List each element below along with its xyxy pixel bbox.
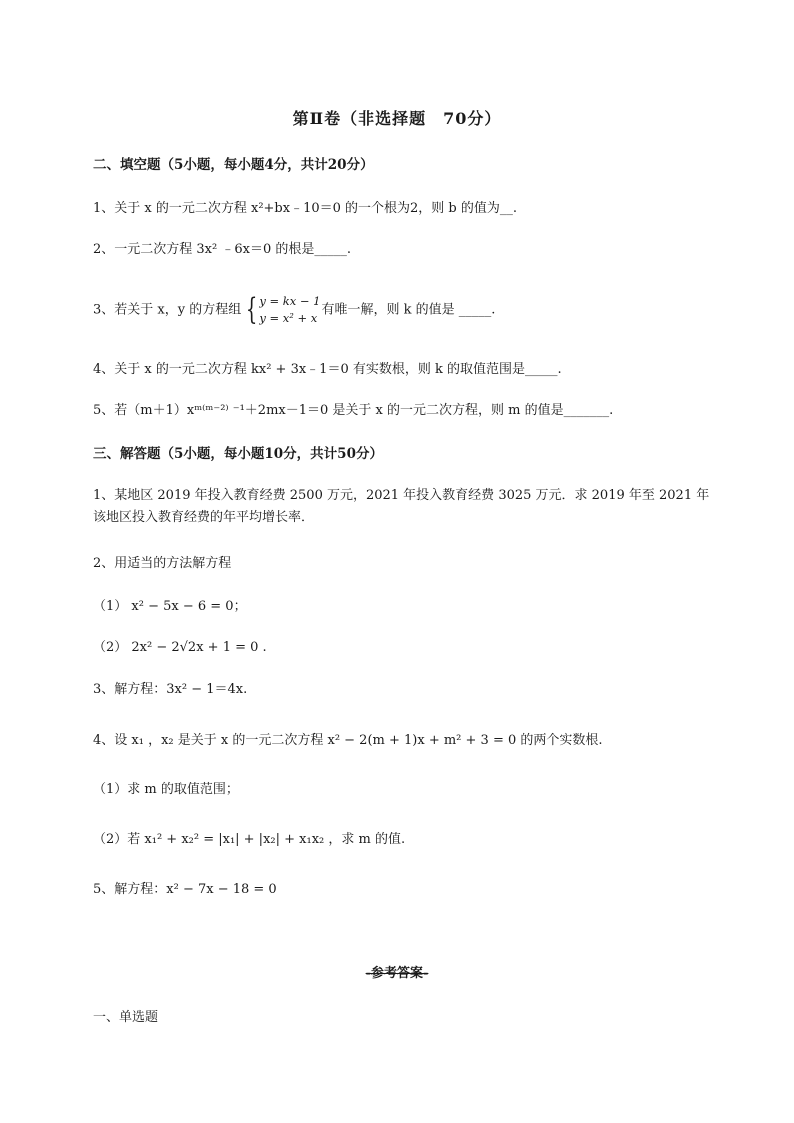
solve-question-1-line-2: 该地区投入教育经费的年平均增长率． xyxy=(93,510,315,525)
answer-section-1: 一、单选题 xyxy=(93,1010,159,1025)
solve-question-5: 5、解方程：x² − 7x − 18 = 0 xyxy=(93,882,277,897)
q3-suffix: 有唯一解，则 k 的值是 _____. xyxy=(321,302,496,318)
system-equation-1: y = kx − 1 xyxy=(259,294,321,308)
fill-question-5: 5、若（m＋1）xᵐ⁽ᵐ⁻²⁾ ⁻¹＋2mx－1＝0 是关于 x 的一元二次方程，则 m 的值是_______. xyxy=(93,403,614,418)
solve-question-1-line-1: 1、某地区 2019 年投入教育经费 2500 万元，2021 年投入教育经费 3025 万元．求 2019 年至 2021 年 xyxy=(93,488,710,503)
fill-question-4: 4、关于 x 的一元二次方程 kx² + 3x﹣1＝0 有实数根，则 k 的取值范围是_____. xyxy=(93,362,562,377)
part-title: 第Ⅱ卷（非选择题 70分） xyxy=(292,109,502,128)
answer-key-title xyxy=(0,962,794,981)
fill-question-2: 2、一元二次方程 3x² ﹣6x＝0 的根是_____. xyxy=(93,242,351,257)
solve-question-4-part-2: （2）若 x₁² + x₂² = |x₁| + |x₂| + x₁x₂ ，求 m 的值. xyxy=(93,832,406,847)
solve-heading: 三、解答题（5小题，每小题10分，共计50分） xyxy=(93,446,383,462)
system-equation-2: y = x² + x xyxy=(259,311,318,325)
solve-question-2: 2、用适当的方法解方程 xyxy=(93,556,232,571)
brace-symbol: { xyxy=(246,292,258,327)
fill-question-3 xyxy=(93,293,495,327)
solve-question-4: 4、设 x₁ ，x₂ 是关于 x 的一元二次方程 x² − 2(m + 1)x + m² + 3 = 0 的两个实数根. xyxy=(93,733,603,748)
fill-question-1: 1、关于 x 的一元二次方程 x²+bx﹣10＝0 的一个根为2，则 b 的值为__. xyxy=(93,201,518,216)
q3-prefix: 3、若关于 x，y 的方程组 xyxy=(93,302,242,318)
answer-key-title-text: -参考答案- xyxy=(365,966,429,981)
solve-question-3: 3、解方程：3x² − 1＝4x. xyxy=(93,682,248,697)
equation-system xyxy=(242,293,320,327)
solve-question-4-part-1: （1）求 m 的取值范围； xyxy=(93,782,239,797)
fill-blank-heading: 二、填空题（5小题，每小题4分，共计20分） xyxy=(93,157,374,173)
solve-question-2-part-1: （1） x² − 5x − 6 = 0； xyxy=(93,599,247,614)
solve-question-2-part-2: （2） 2x² − 2√2x + 1 = 0 . xyxy=(93,640,267,655)
